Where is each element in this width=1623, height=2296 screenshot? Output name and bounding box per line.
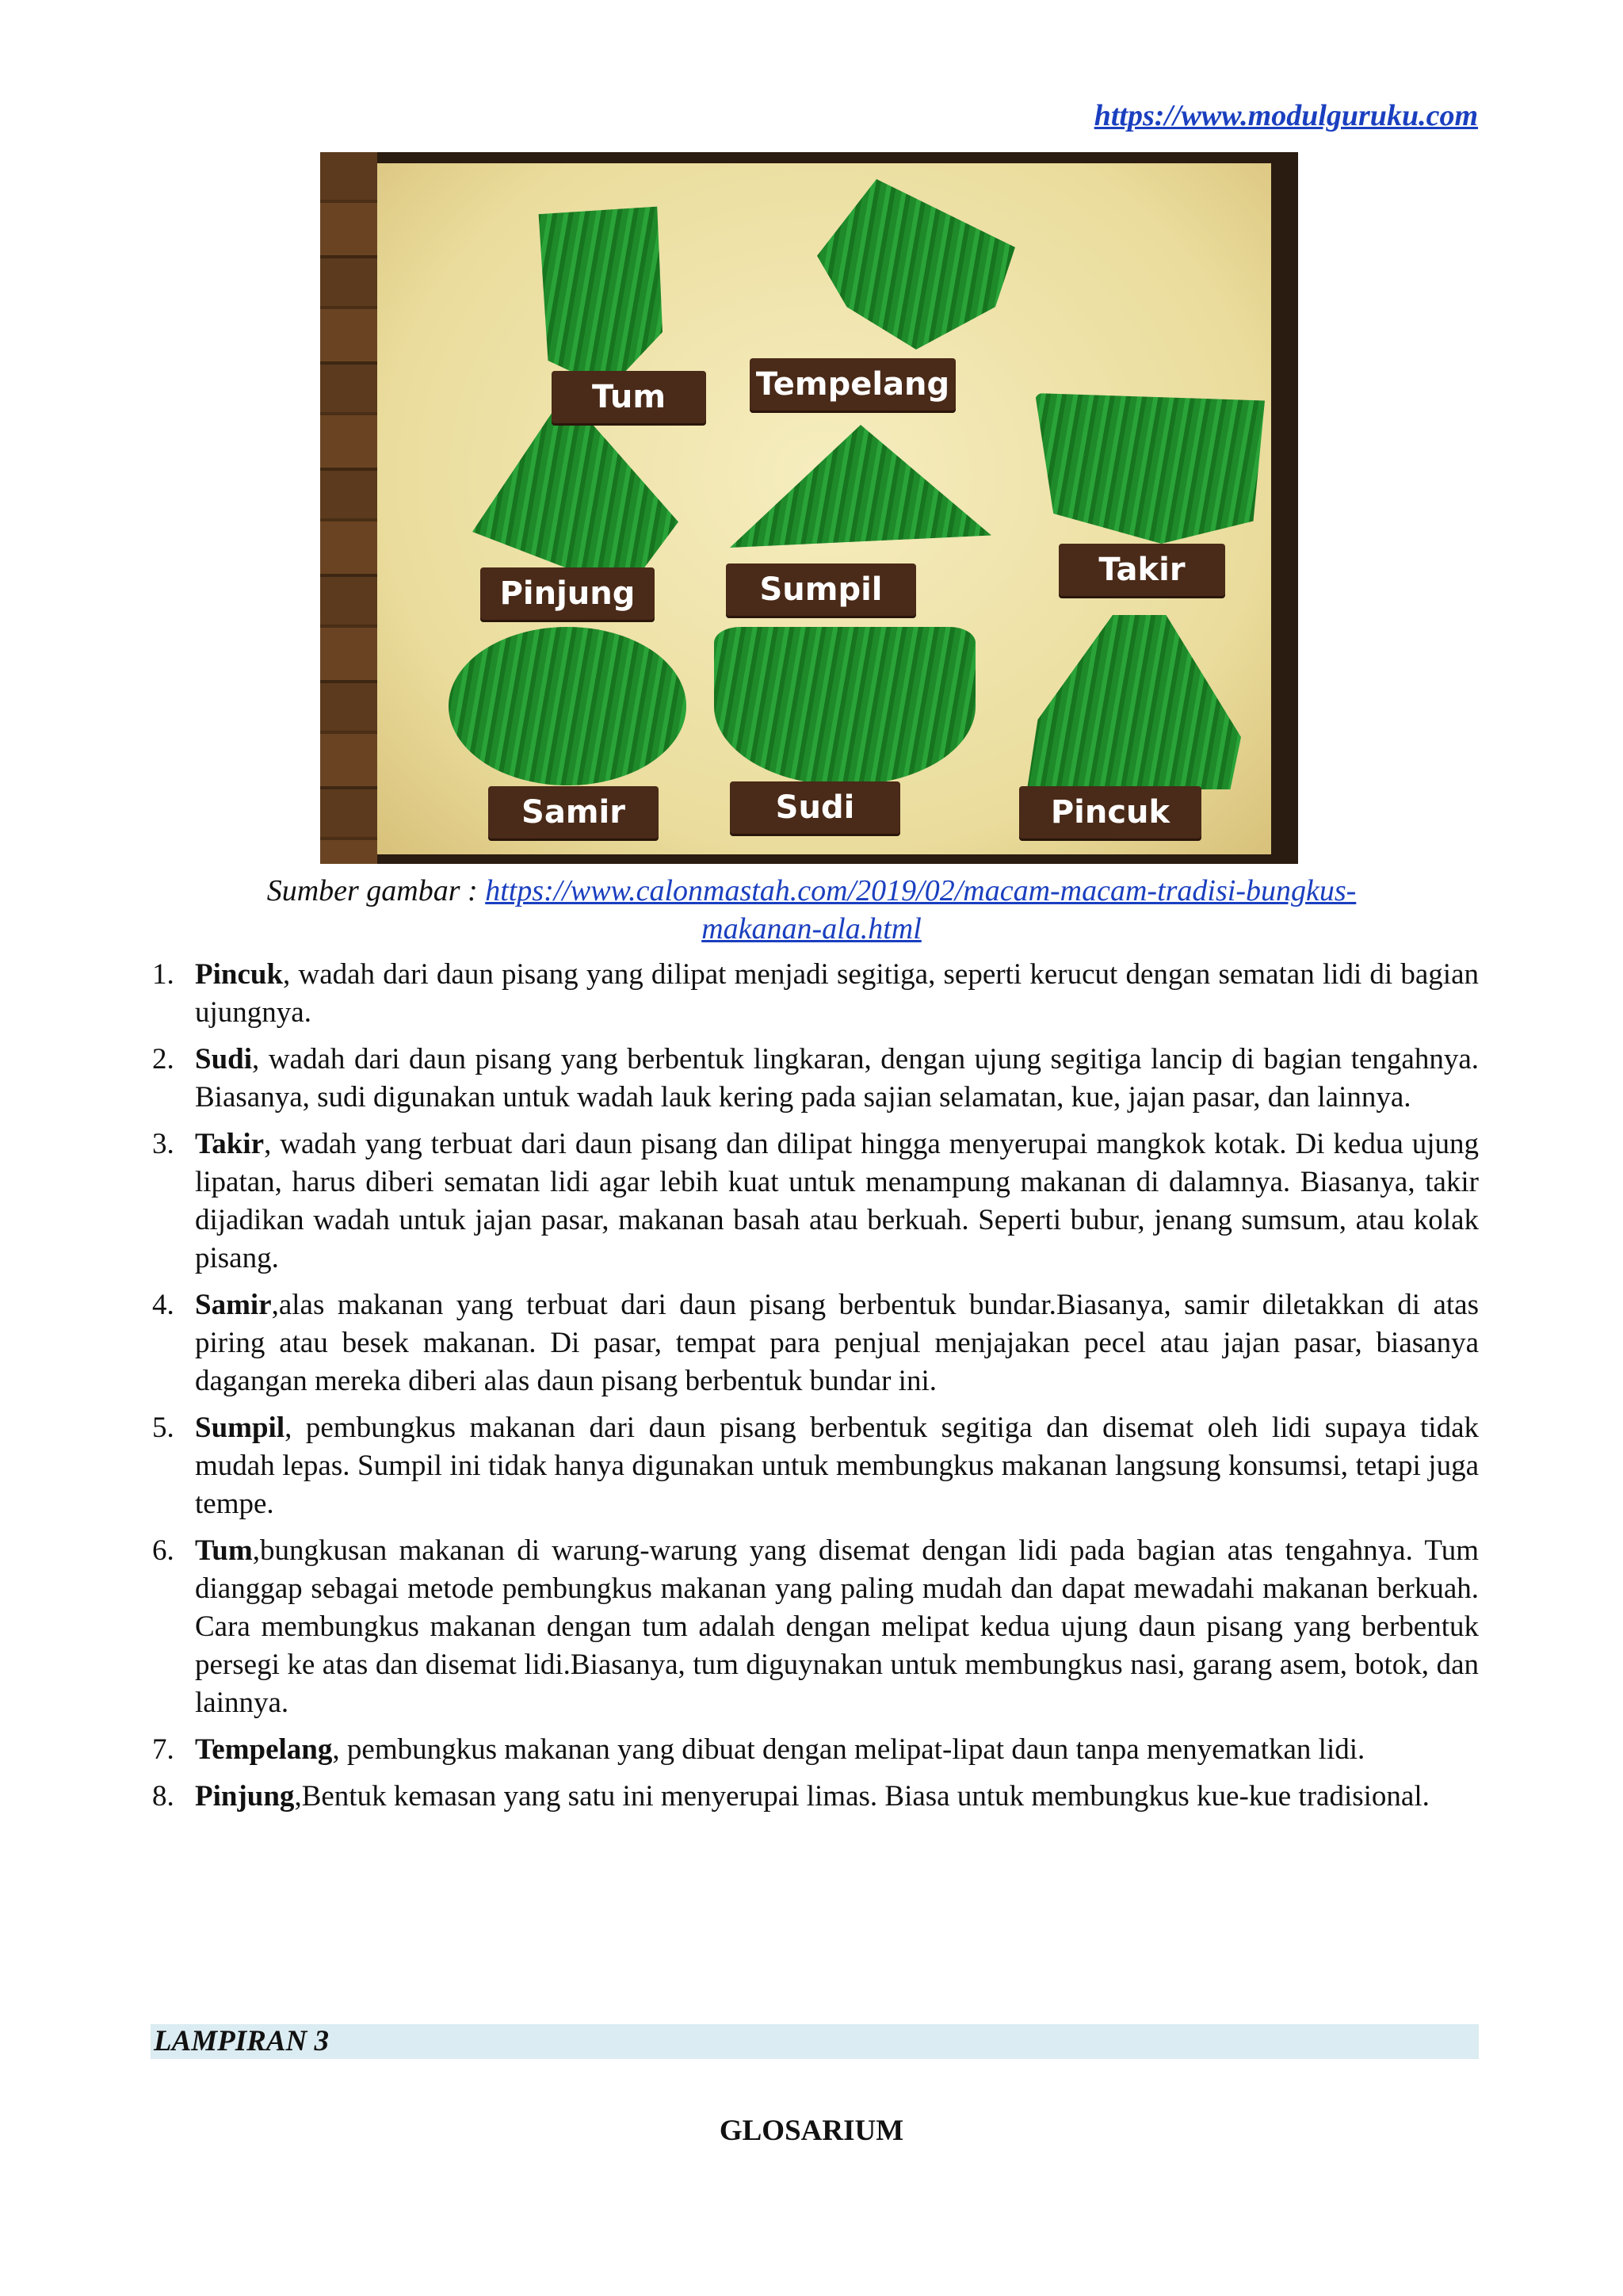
list-number: 3. — [152, 1128, 174, 1160]
tum-leaf-shape — [528, 199, 663, 389]
sudi-leaf-shape — [714, 627, 976, 785]
list-term: Samir — [195, 1289, 272, 1321]
list-item — [152, 1778, 1479, 1816]
tempelang-leaf-shape — [817, 179, 1015, 350]
list-text: , pembungkus makanan yang dibuat dengan melipat-lipat daun tanpa menyematkan lidi. — [332, 1733, 1365, 1766]
caption-prefix: Sumber gambar : — [266, 874, 486, 907]
list-number: 7. — [152, 1733, 174, 1766]
list-item — [152, 1125, 1479, 1278]
list-text: ,bungkusan makanan di warung-warung yang disemat dengan lidi pada bagian atas tengahnya. Tum dianggap sebagai metode pembungkus makanan yang paling mudah dan dapat mewadahi makanan berkuah. Cara membungkus makanan dengan tum adalah dengan melipat kedua ujung daun pisang yang berbentuk persegi ke atas dan disemat lidi.Biasanya, tum diguynakan untuk membungkus nasi, garang asem, botok, dan lainnya. — [195, 1534, 1479, 1719]
list-term: Sudi — [195, 1043, 253, 1075]
label-sudi: Sudi — [730, 781, 900, 834]
list-term: Sumpil — [195, 1412, 285, 1444]
label-pinjung: Pinjung — [480, 567, 655, 620]
image-caption — [143, 872, 1480, 948]
wood-frame-left — [320, 152, 377, 864]
list-number: 8. — [152, 1780, 174, 1813]
list-term: Takir — [195, 1128, 265, 1160]
label-tempelang: Tempelang — [750, 358, 956, 411]
caption-link-line2: makanan-ala.html — [701, 912, 922, 946]
samir-leaf-shape — [449, 627, 686, 785]
wrapper-types-list — [152, 956, 1479, 1824]
list-item — [152, 1286, 1479, 1400]
caption-link-line1: https://www.calonmastah.com/2019/02/macam-macam-tradisi-bungkus- — [485, 874, 1357, 907]
list-text: ,Bentuk kemasan yang satu ini menyerupai limas. Biasa untuk membungkus kue-kue tradisional. — [294, 1780, 1430, 1813]
list-term: Pincuk — [195, 958, 284, 991]
list-term: Tum — [195, 1534, 253, 1567]
list-number: 5. — [152, 1412, 174, 1444]
list-text: , wadah dari daun pisang yang dilipat menjadi segitiga, seperti kerucut dengan sematan lidi di bagian ujungnya. — [195, 958, 1479, 1029]
label-pincuk: Pincuk — [1019, 786, 1201, 839]
caption-source-link[interactable] — [485, 874, 1356, 946]
list-number: 4. — [152, 1289, 174, 1321]
list-text: , wadah yang terbuat dari daun pisang dan dilipat hingga menyerupai mangkok kotak. Di kedua ujung lipatan, harus diberi sematan lidi agar lebih kuat untuk menampung makanan di dalamnya. Biasanya, takir dijadikan wadah untuk jajan pasar, makanan basah atau berkuah. Seperti bubur, jenang sumsum, atau kolak pisang. — [195, 1128, 1479, 1274]
sumpil-leaf-shape — [730, 425, 991, 548]
list-number: 2. — [152, 1043, 174, 1075]
list-number: 1. — [152, 958, 174, 991]
list-text: , wadah dari daun pisang yang berbentuk lingkaran, dengan ujung segitiga lancip di bagian tengahnya. Biasanya, sudi digunakan untuk wadah lauk kering pada sajian selamatan, kue, jajan pasar, dan lainnya. — [195, 1043, 1479, 1114]
label-tum: Tum — [552, 371, 706, 423]
label-samir: Samir — [488, 786, 659, 839]
section-heading: GLOSARIUM — [719, 2115, 904, 2147]
list-text: , pembungkus makanan dari daun pisang berbentuk segitiga dan disemat oleh lidi supaya tidak mudah lepas. Sumpil ini tidak hanya digunakan untuk membungkus makanan langsung konsumsi, tetapi juga tempe. — [195, 1412, 1479, 1520]
list-term: Pinjung — [195, 1780, 295, 1813]
list-number: 6. — [152, 1534, 174, 1567]
banana-leaf-wrappers-image — [320, 152, 1298, 864]
list-term: Tempelang — [195, 1733, 333, 1766]
list-item — [152, 1409, 1479, 1523]
list-item — [152, 1731, 1479, 1769]
list-item — [152, 1532, 1479, 1722]
pincuk-leaf-shape — [1027, 615, 1241, 789]
header-url-link[interactable]: https://www.modulguruku.com — [1094, 99, 1478, 132]
section-label-bar: LAMPIRAN 3 — [151, 2024, 1479, 2059]
list-text: ,alas makanan yang terbuat dari daun pisang berbentuk bundar.Biasanya, samir diletakkan di atas piring atau besek makanan. Di pasar, tempat para penjual menjajakan pecel atau jajan pasar, biasanya dagangan mereka diberi alas daun pisang berbentuk bundar ini. — [195, 1289, 1479, 1397]
takir-leaf-shape — [1035, 393, 1265, 544]
list-item — [152, 956, 1479, 1032]
label-sumpil: Sumpil — [726, 563, 916, 616]
list-item — [152, 1041, 1479, 1117]
label-takir: Takir — [1059, 544, 1225, 596]
image-board — [377, 163, 1271, 854]
